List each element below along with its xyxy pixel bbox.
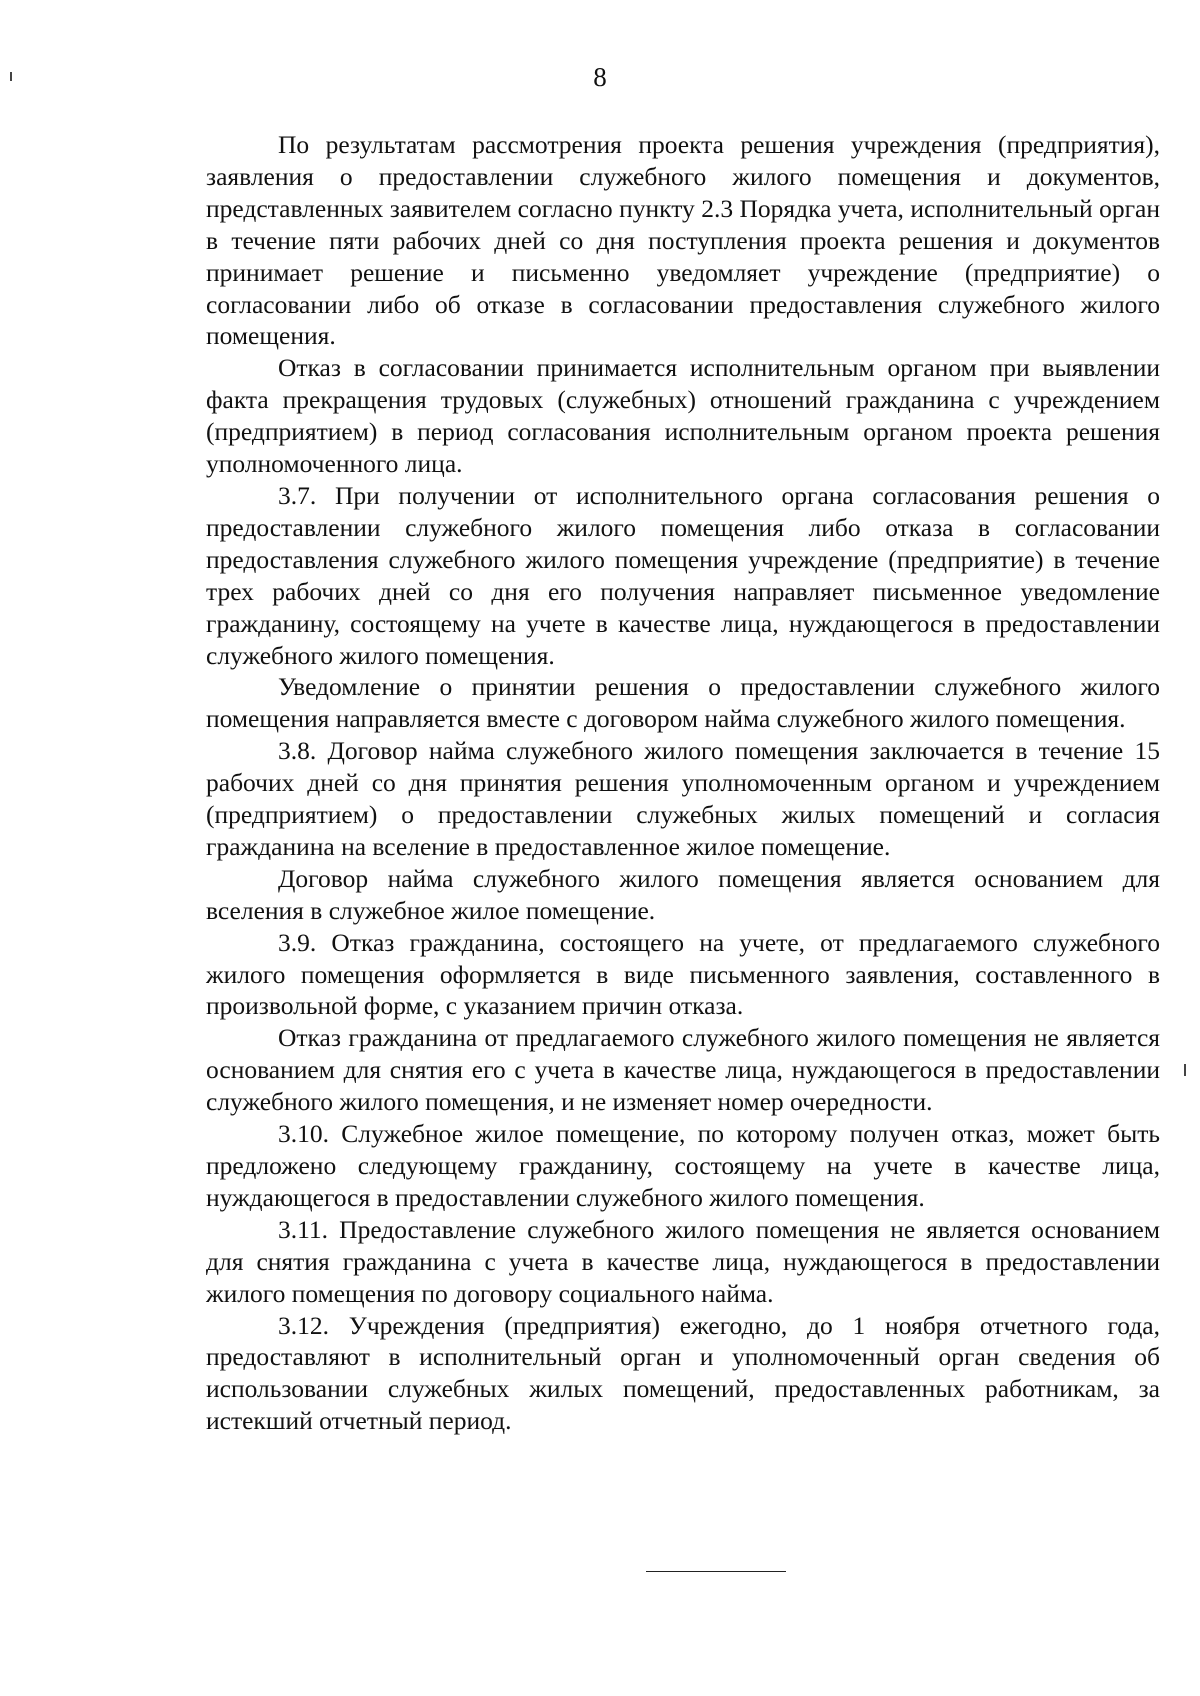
paragraph: 3.8. Договор найма служебного жилого помещения заключается в течение 15 рабочих дней со дня принятия решения уполномоченным органом и учреждением (предприятием) о предоставлении служебных жилых помещений и согласия гражданина на вселение в предоставленное жилое помещение.: [206, 736, 1160, 861]
end-of-document-rule: [646, 1571, 786, 1572]
paragraph: 3.9. Отказ гражданина, состоящего на учете, от предлагаемого служебного жилого помещения оформляется в виде письменного заявления, составленного в произвольной форме, с указанием причин отказа.: [206, 927, 1160, 1021]
paragraph: Отказ в согласовании принимается исполнительным органом при выявлении факта прекращения трудовых (служебных) отношений гражданина с учреждением (предприятием) в период согласования исполнительным органом проекта решения уполномоченного лица.: [206, 353, 1160, 479]
paragraph: Договор найма служебного жилого помещения является основанием для вселения в служебное жилое помещение.: [206, 863, 1160, 925]
paragraph: По результатам рассмотрения проекта решения учреждения (предприятия), заявления о предоставлении служебного жилого помещения и документов, представленных заявителем согласно пункту 2.3 Порядка учета, исполнительный орган в течение пяти рабочих дней со дня поступления проекта решения и документов принимает решение и письменно уведомляет учреждение (предприятие) о согласовании либо об отказе в согласовании предоставления служебного жилого помещения.: [206, 130, 1160, 351]
paragraph: 3.11. Предоставление служебного жилого помещения не является основанием для снятия гражданина с учета в качестве лица, нуждающегося в предоставлении жилого помещения по договору социального найма.: [206, 1214, 1160, 1308]
scan-artifact-mark: [1184, 1064, 1186, 1076]
page-number: 8: [593, 62, 607, 92]
paragraph: Отказ гражданина от предлагаемого служебного жилого помещения не является основанием для снятия его с учета в качестве лица, нуждающегося в предоставлении служебного жилого помещения, и не изменяет номер очередности.: [206, 1023, 1160, 1117]
paragraph: Уведомление о принятии решения о предоставлении служебного жилого помещения направляется вместе с договором найма служебного жилого помещения.: [206, 672, 1160, 734]
paragraph: 3.12. Учреждения (предприятия) ежегодно, до 1 ноября отчетного года, предоставляют в исполнительный орган и уполномоченный орган сведения об использовании служебных жилых помещений, предоставленных работникам, за истекший отчетный период.: [206, 1310, 1160, 1436]
paragraph: 3.7. При получении от исполнительного органа согласования решения о предоставлении служебного жилого помещения либо отказа в согласовании предоставления служебного жилого помещения учреждение (предприятие) в течение трех рабочих дней со дня его получения направляет письменное уведомление гражданину, состоящему на учете в качестве лица, нуждающегося в предоставлении служебного жилого помещения.: [206, 480, 1160, 670]
paragraph: 3.10. Служебное жилое помещение, по которому получен отказ, может быть предложено следующему гражданину, состоящему на учете в качестве лица, нуждающегося в предоставлении служебного жилого помещения.: [206, 1119, 1160, 1212]
document-body: [206, 129, 1160, 1437]
